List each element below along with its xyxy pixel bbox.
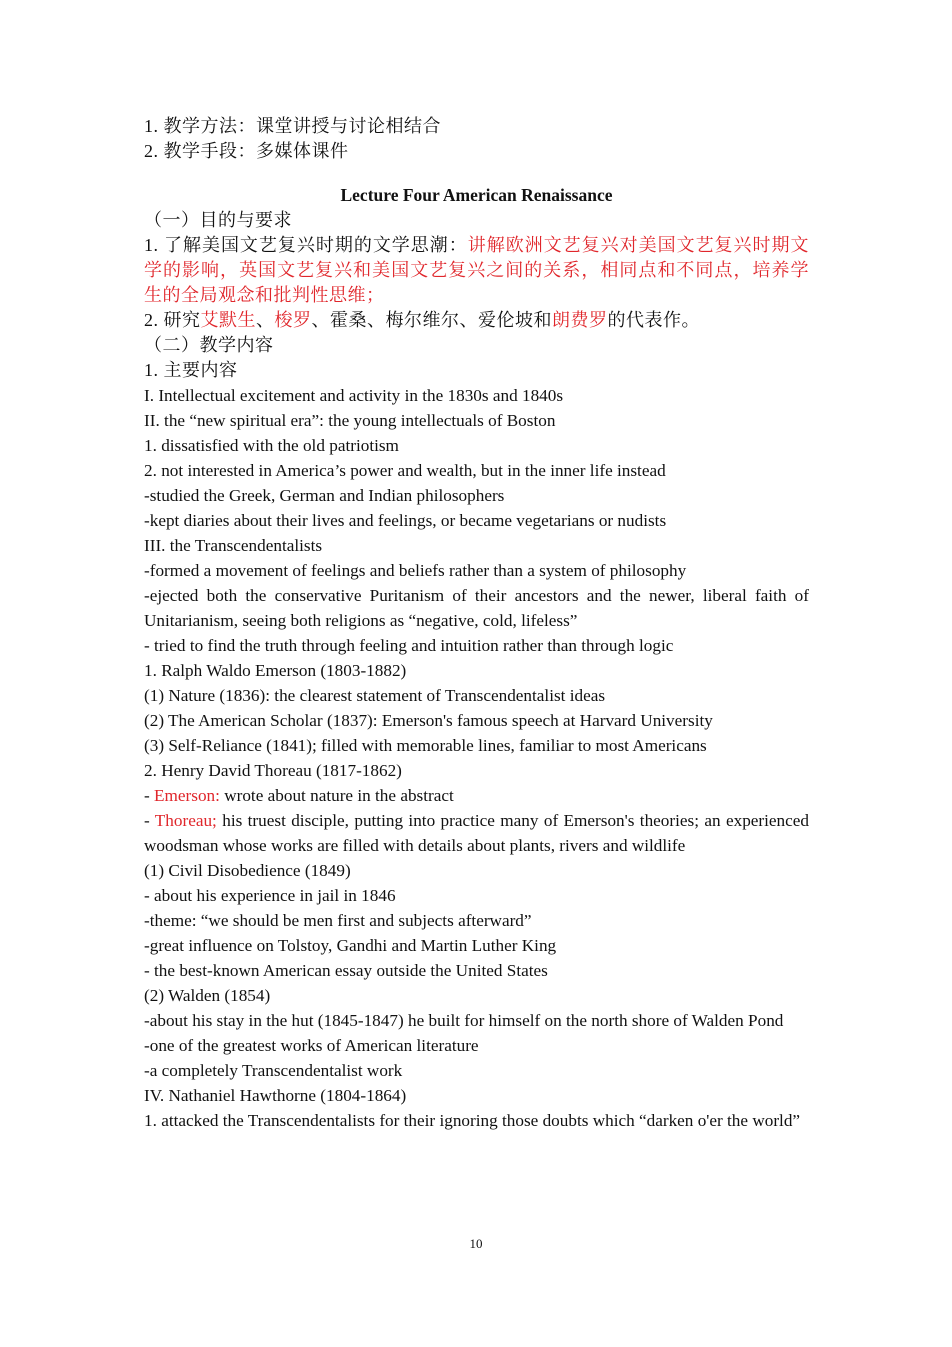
section-content-heading: （二）教学内容 xyxy=(144,335,274,355)
outline-line: IV. Nathaniel Hawthorne (1804-1864) xyxy=(144,1086,407,1105)
main-content-heading: 1. 主要内容 xyxy=(144,360,238,380)
outline-line: -studied the Greek, German and Indian philosophers xyxy=(144,486,505,505)
outline-line: (2) Walden (1854) xyxy=(144,986,271,1005)
dash: - xyxy=(144,811,155,830)
objective-item-2 xyxy=(144,308,809,333)
outline-line: (1) Civil Disobedience (1849) xyxy=(144,861,351,880)
teaching-means: 2. 教学手段：多媒体课件 xyxy=(144,141,349,161)
outline-line: I. Intellectual excitement and activity in the 1830s and 1840s xyxy=(144,386,564,405)
section-objectives-heading: （一）目的与要求 xyxy=(144,210,292,230)
outline-text: his truest disciple, putting into practice many of Emerson's theories; an experienced woodsman whose works are filled with details about plants, rivers and wildlife xyxy=(144,811,809,855)
objective-item-1 xyxy=(144,233,809,308)
spacer xyxy=(144,164,809,180)
outline-line: -one of the greatest works of American literature xyxy=(144,1036,479,1055)
objective-item-1-highlight: 讲解欧洲文艺复兴对美国文艺复兴时期文学的影响，英国文艺复兴和美国文艺复兴之间的关系，相同点和不同点，培养学生的全局观念和批判性思维； xyxy=(144,235,809,305)
outline-line: -theme: “we should be men first and subjects afterward” xyxy=(144,911,532,930)
outline-text: wrote about nature in the abstract xyxy=(219,786,454,805)
page-number: 10 xyxy=(469,1236,483,1251)
outline-line: -about his stay in the hut (1845-1847) he built for himself on the north shore of Walden Pond xyxy=(144,1011,784,1030)
objective-item-2-prefix: 2. 研究 xyxy=(144,310,201,330)
outline-line: - the best-known American essay outside the United States xyxy=(144,961,548,980)
highlight-emerson-en: Emerson: xyxy=(154,786,220,805)
outline-line: -kept diaries about their lives and feelings, or became vegetarians or nudists xyxy=(144,511,667,530)
separator: 、 xyxy=(256,310,275,330)
objective-item-2-middle: 、霍桑、梅尔维尔、爱伦坡和 xyxy=(311,310,552,330)
outline-line-emerson xyxy=(144,783,809,808)
dash: - xyxy=(144,786,155,805)
outline-line: -great influence on Tolstoy, Gandhi and Martin Luther King xyxy=(144,936,557,955)
outline-line: - about his experience in jail in 1846 xyxy=(144,886,396,905)
highlight-emerson: 艾默生 xyxy=(200,310,256,330)
outline-line: -formed a movement of feelings and beliefs rather than a system of philosophy xyxy=(144,561,687,580)
outline-line: 2. Henry David Thoreau (1817-1862) xyxy=(144,761,402,780)
outline-line: II. the “new spiritual era”: the young intellectuals of Boston xyxy=(144,411,556,430)
outline-line: (3) Self-Reliance (1841); filled with memorable lines, familiar to most Americans xyxy=(144,736,707,755)
outline-line: III. the Transcendentalists xyxy=(144,536,323,555)
outline-line: -ejected both the conservative Puritanism of their ancestors and the newer, liberal faith of Unitarianism, seeing both religions as “negative, cold, lifeless” xyxy=(144,586,809,630)
outline-line-thoreau xyxy=(144,808,809,858)
outline-line: 2. not interested in America’s power and wealth, but in the inner life instead xyxy=(144,461,666,480)
outline-line: (1) Nature (1836): the clearest statement of Transcendentalist ideas xyxy=(144,686,606,705)
outline-line: -a completely Transcendentalist work xyxy=(144,1061,403,1080)
outline-line: 1. attacked the Transcendentalists for their ignoring those doubts which “darken o'er the world” xyxy=(144,1111,801,1130)
highlight-thoreau-en: Thoreau; xyxy=(154,811,217,830)
teaching-method: 1. 教学方法：课堂讲授与讨论相结合 xyxy=(144,116,441,136)
objective-item-1-label: 1. 了解美国文艺复兴时期的文学思潮： xyxy=(144,235,468,255)
outline-line: (2) The American Scholar (1837): Emerson's famous speech at Harvard University xyxy=(144,711,713,730)
lecture-title: Lecture Four American Renaissance xyxy=(340,185,613,205)
outline-line: 1. Ralph Waldo Emerson (1803-1882) xyxy=(144,661,407,680)
highlight-thoreau: 梭罗 xyxy=(274,310,312,330)
highlight-longfellow: 朗费罗 xyxy=(552,310,608,330)
outline-line: - tried to find the truth through feeling and intuition rather than through logic xyxy=(144,636,674,655)
outline-line: 1. dissatisfied with the old patriotism xyxy=(144,436,399,455)
objective-item-2-suffix: 的代表作。 xyxy=(607,310,700,330)
document-page xyxy=(144,114,809,1133)
